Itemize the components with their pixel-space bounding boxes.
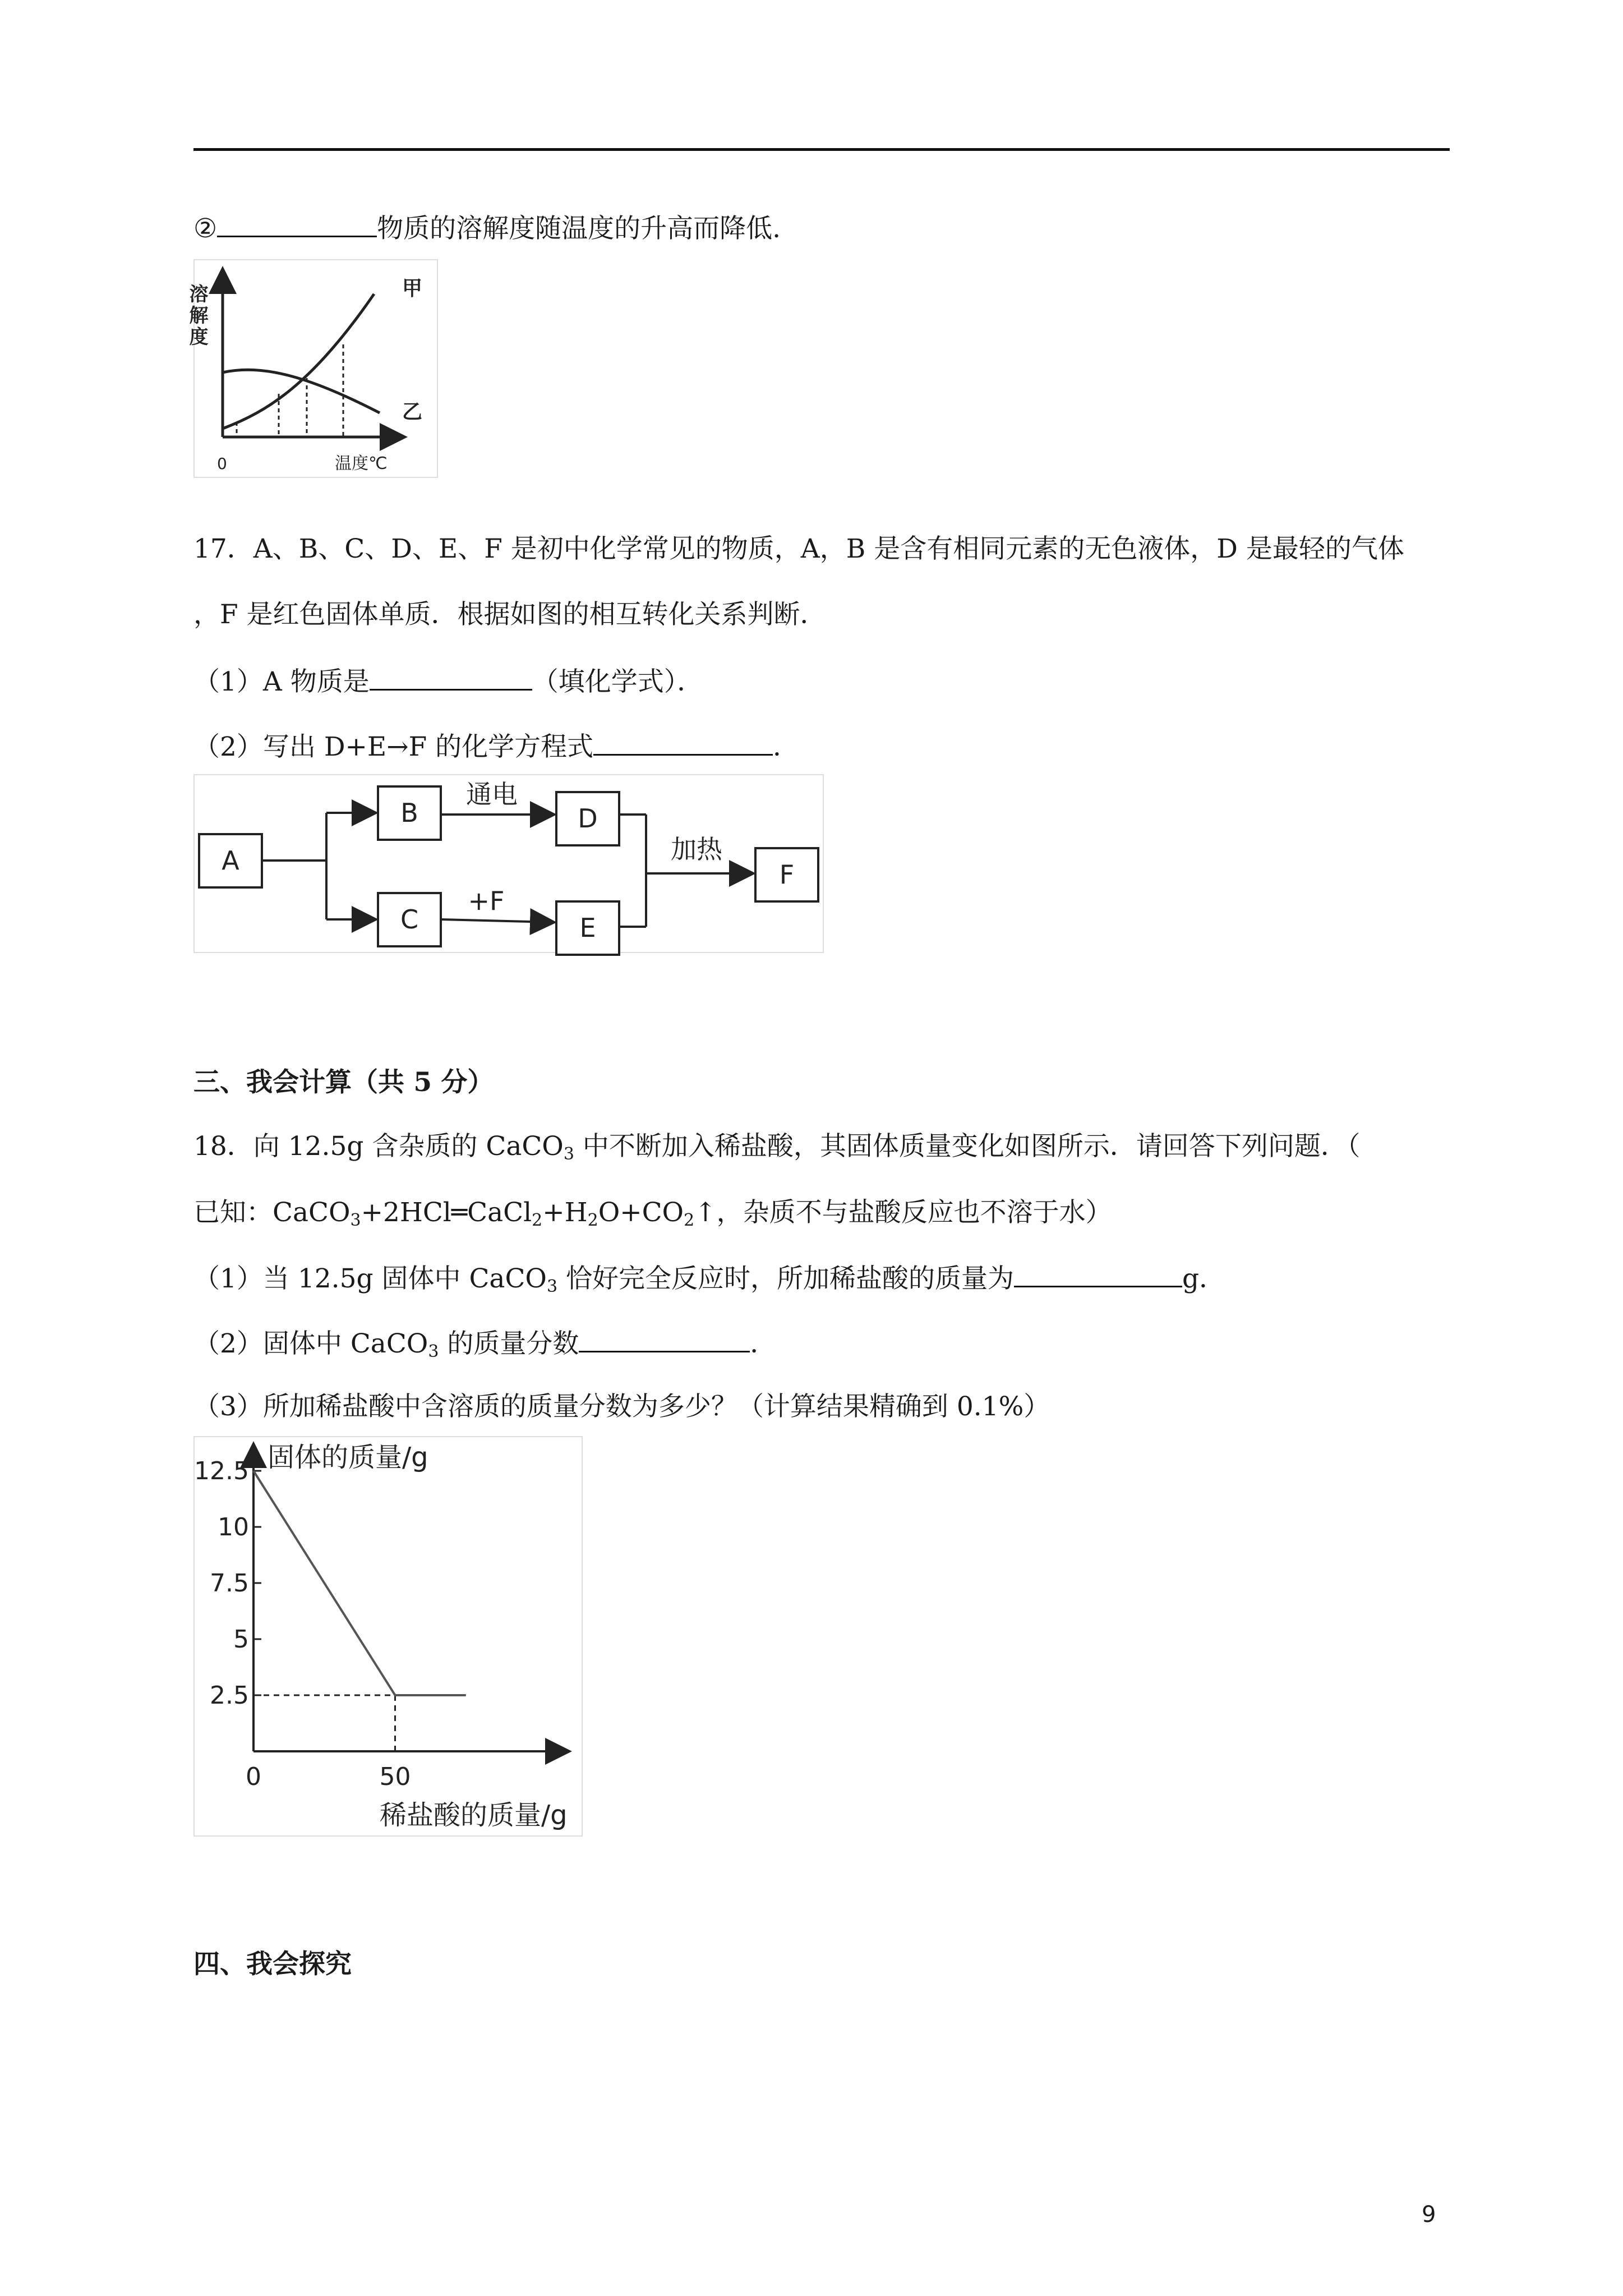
q18-part1: （1）当 12.5g 固体中 CaCO$_3$ 恰好完全反应时，所加稀盐酸的质量为 g． <box>193 1260 1225 1296</box>
x-label: 温度℃ <box>335 454 388 473</box>
q17-part2: （2）写出 D+E→F 的化学方程式 ． <box>193 728 799 764</box>
x-tick-label: 0 <box>246 1763 261 1791</box>
edge-CE-label: +F <box>468 886 505 916</box>
mass-chart-figure <box>193 1436 583 1837</box>
answer-blank-a[interactable] <box>370 663 532 691</box>
solubility-chart <box>186 260 437 477</box>
answer-blank[interactable] <box>217 210 377 237</box>
section4-title: 四、我会探究 <box>193 1949 352 1980</box>
node-F-label: F <box>779 859 795 890</box>
y-tick-label: 7.5 <box>210 1569 249 1598</box>
item-marker: ② <box>193 213 218 244</box>
x-axis-label: 稀盐酸的质量/g <box>380 1800 568 1831</box>
page-number: 9 <box>1422 2202 1436 2228</box>
mass-chart <box>195 1437 582 1835</box>
x-origin-label: 0 <box>217 454 227 473</box>
y-tick-label: 2.5 <box>210 1681 249 1710</box>
node-E-label: E <box>579 913 596 943</box>
section3-title: 三、我会计算（共 5 分） <box>193 1067 494 1098</box>
q18-line1: 18．向 12.5g 含杂质的 CaCO$_3$ 中不断加入稀盐酸，其固体质量变化如图所示．请回答下列问题．（ <box>193 1131 1361 1164</box>
curve-yi <box>223 370 380 413</box>
series-line <box>253 1471 466 1695</box>
q16-item2 <box>193 210 781 246</box>
edge-DEF-label: 加热 <box>671 834 722 864</box>
q17-line2: ，F 是红色固体单质．根据如图的相互转化关系判断． <box>193 599 827 630</box>
q18-part3: （3）所加稀盐酸中含溶质的质量分数为多少？（计算结果精确到 0.1%） <box>193 1391 1050 1422</box>
curve-jia-label: 甲 <box>402 277 423 300</box>
node-D-label: D <box>578 803 598 834</box>
y-label: 溶解度 <box>186 284 208 348</box>
answer-blank-fraction[interactable] <box>579 1325 750 1352</box>
curve-jia <box>223 294 374 429</box>
arrow-CE <box>441 919 552 922</box>
q17-line1: 17．A、B、C、D、E、F 是初中化学常见的物质，A，B 是含有相同元素的无色液体，D 是最轻的气体 <box>193 533 1404 564</box>
header-rule <box>193 148 1450 151</box>
solubility-figure <box>186 259 438 478</box>
node-A-label: A <box>222 845 239 876</box>
y-tick-label: 10 <box>218 1513 249 1542</box>
answer-blank-equation[interactable] <box>593 728 773 756</box>
q18-part2: （2）固体中 CaCO$_3$ 的质量分数 ． <box>193 1325 776 1361</box>
x-tick-label: 50 <box>379 1763 411 1791</box>
curve-yi-label: 乙 <box>402 401 423 424</box>
y-axis-label: 固体的质量/g <box>268 1442 428 1473</box>
q18-known: 已知：$CaCO_3+2HCl═CaCl_2+H_2O+CO_2↑$，杂质不与盐酸反应也不溶于水） <box>193 1197 1112 1230</box>
y-tick-label: 5 <box>233 1625 249 1654</box>
answer-blank-acid-mass[interactable] <box>1014 1260 1182 1287</box>
y-tick-label: 12.5 <box>194 1457 249 1485</box>
q17-part1: （1）A 物质是 （填化学式）． <box>193 663 703 699</box>
node-B-label: B <box>400 798 418 828</box>
conversion-diagram-svg <box>195 775 823 952</box>
edge-BD-label: 通电 <box>466 779 518 809</box>
node-C-label: C <box>400 904 419 935</box>
conversion-diagram <box>193 774 824 953</box>
item-text: 物质的溶解度随温度的升高而降低. <box>377 213 781 244</box>
